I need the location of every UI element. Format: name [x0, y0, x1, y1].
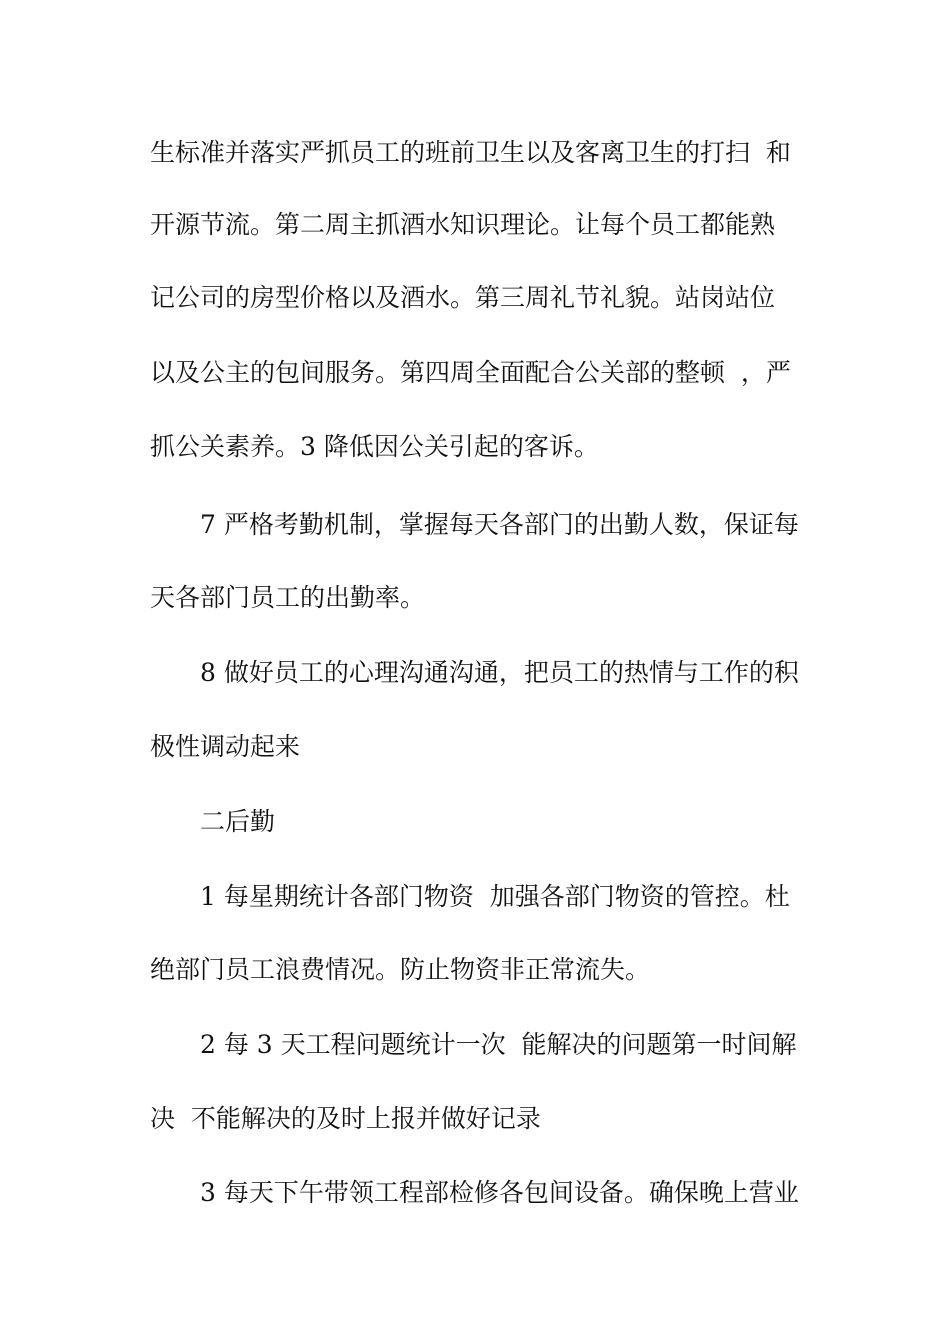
- text-line: 决 不能解决的及时上报并做好记录: [150, 1104, 541, 1133]
- paragraph-item-2: 2 每 3 天工程问题统计一次 能解决的问题第一时间解: [200, 1030, 797, 1059]
- paragraph-item-3: 3 每天下午带领工程部检修各包间设备。确保晚上营业: [200, 1178, 799, 1207]
- text-line: 天各部门员工的出勤率。: [150, 583, 426, 612]
- paragraph-item-1: 1 每星期统计各部门物资 加强各部门物资的管控。杜: [200, 882, 790, 911]
- text-line: 绝部门员工浪费情况。防止物资非正常流失。: [150, 955, 651, 984]
- paragraph-item-7: 7 严格考勤机制，掌握每天各部门的出勤人数，保证每: [200, 510, 799, 539]
- paragraph-item-8: 8 做好员工的心理沟通沟通，把员工的热情与工作的积: [200, 658, 799, 687]
- text-line: 极性调动起来: [150, 732, 301, 761]
- text-line: 以及公主的包间服务。第四周全面配合公关部的整顿 ，严: [150, 358, 791, 387]
- text-line: 记公司的房型价格以及酒水。第三周礼节礼貌。站岗站位: [150, 283, 776, 312]
- section-heading: 二后勤: [200, 807, 276, 836]
- text-line: 生标准并落实严抓员工的班前卫生以及客离卫生的打扫 和: [150, 138, 791, 167]
- text-line: 开源节流。第二周主抓酒水知识理论。让每个员工都能熟: [150, 210, 776, 239]
- text-line: 抓公关素养。3 降低因公关引起的客诉。: [150, 432, 599, 461]
